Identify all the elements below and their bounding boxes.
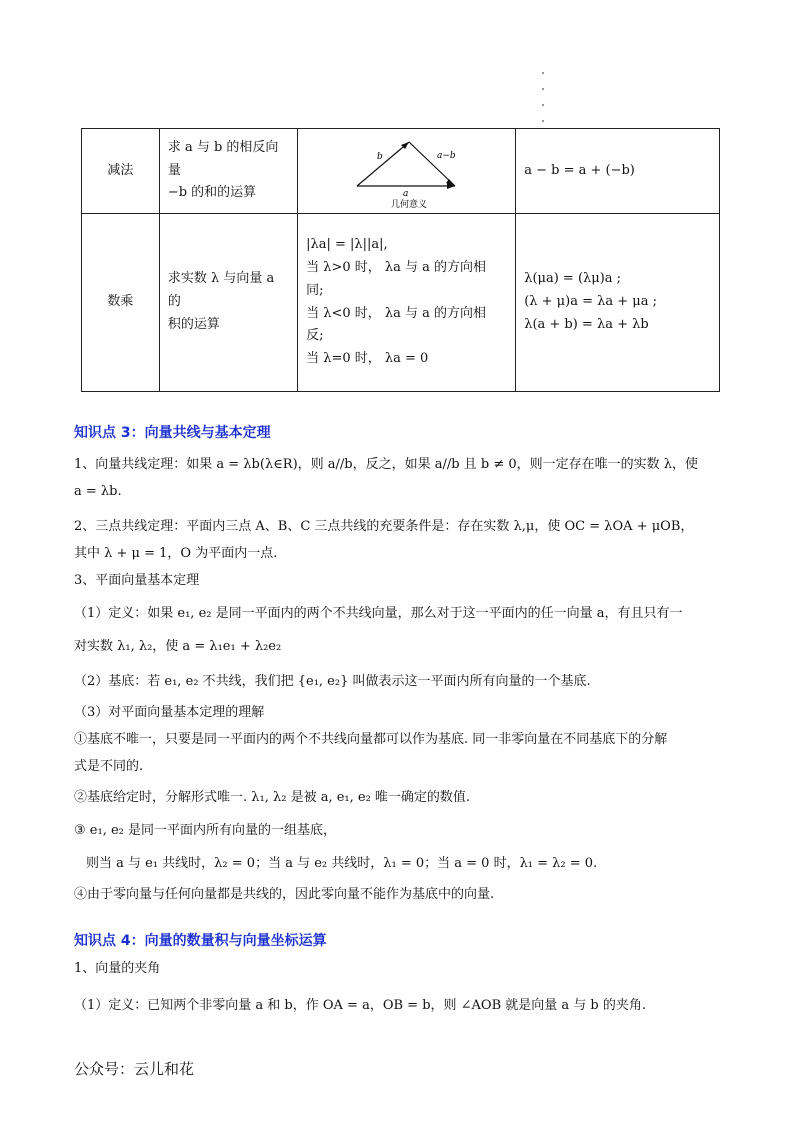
table-row-scalar-mult <box>82 214 720 392</box>
three-point-theorem-line1: 2、三点共线定理：平面内三点 A、B、C 三点共线的充要条件是：存在实数 λ,μ，使 OC = λOA + μOB， <box>74 519 694 534</box>
op-desc-scalar-mult <box>159 214 297 392</box>
basis-definition: （2）基底：若 e₁, e₂ 不共线，我们把 {e₁, e₂} 叫做表示这一平面内所有向量的一个基底. <box>74 674 591 689</box>
vector-triangle-diagram <box>347 134 467 209</box>
meaning-line: 当 λ=0 时， λa = 0 <box>306 351 429 366</box>
figure-caption: 几何意义 <box>390 199 427 209</box>
comment-2: ②基底给定时，分解形式唯一. λ₁, λ₂ 是被 a, e₁, e₂ 唯一确定的数值. <box>74 790 471 805</box>
desc-line: 求 a 与 b 的相反向量 <box>167 139 279 178</box>
label-b: b <box>376 151 383 162</box>
section-heading-3: 知识点 3：向量共线与基本定理 <box>74 425 271 441</box>
understanding-title: （3）对平面向量基本定理的理解 <box>74 705 265 720</box>
meaning-line: 同; <box>306 282 324 298</box>
op-rule-scalar-mult <box>516 214 720 392</box>
desc-line: 积的运算 <box>167 316 220 332</box>
comment-3-line1: ③ e₁, e₂ 是同一平面内所有向量的一组基底， <box>74 823 336 838</box>
meaning-line: 反; <box>306 328 324 344</box>
section-heading-4: 知识点 4：向量的数量积与向量坐标运算 <box>74 933 327 949</box>
decorative-dots <box>542 72 546 136</box>
vector-operations-table <box>81 128 720 392</box>
angle-title: 1、向量的夹角 <box>74 961 161 976</box>
angle-definition: （1）定义：已知两个非零向量 a 和 b，作 OA = a，OB = b，则 ∠AOB 就是向量 a 与 b 的夹角. <box>74 998 647 1013</box>
label-a: a <box>402 188 409 199</box>
comment-3-line2: 则当 a 与 e₁ 共线时，λ₂ = 0；当 a 与 e₂ 共线时，λ₁ = 0；当 a = 0 时，λ₁ = λ₂ = 0. <box>86 856 598 871</box>
comment-1-line2: 式是不同的. <box>74 759 144 774</box>
meaning-line: 当 λ>0 时， λa 与 a 的方向相 <box>306 260 487 275</box>
footer-account: 公众号：云儿和花 <box>74 1060 195 1078</box>
rule-line: λ(a + b) = λa + λb <box>524 316 649 332</box>
rule-line: λ(μa) = (λμ)a ; <box>524 271 622 287</box>
op-name-subtraction: 减法 <box>82 129 160 214</box>
rule-line: (λ + μ)a = λa + μa ; <box>524 294 657 310</box>
comment-4: ④由于零向量与任何向量都是共线的，因此零向量不能作为基底中的向量. <box>74 887 495 902</box>
op-name-scalar-mult: 数乘 <box>82 214 160 392</box>
vector-amb-line <box>409 142 455 186</box>
meaning-line: |λa| = |λ||a|, <box>306 237 388 253</box>
op-rule-subtraction: a − b = a + (−b) <box>516 129 720 214</box>
desc-line: 求实数 λ 与向量 a 的 <box>167 271 275 310</box>
collinear-theorem-line2: a = λb. <box>74 484 122 499</box>
desc-line: −b 的和的运算 <box>167 185 257 201</box>
op-desc-subtraction <box>159 129 297 214</box>
three-point-theorem-line2: 其中 λ + μ = 1，O 为平面内一点. <box>74 546 278 561</box>
comment-1-line1: ①基底不唯一，只要是同一平面内的两个不共线向量都可以作为基底. 同一非零向量在不同基底下的分解 <box>74 732 668 747</box>
collinear-theorem-line1: 1、向量共线定理：如果 a = λb(λ∈R)，则 a//b，反之，如果 a//b 且 b ≠ 0，则一定存在唯一的实数 λ，使 <box>74 457 698 472</box>
table-row-subtraction <box>82 129 720 214</box>
op-figure-subtraction <box>298 129 516 214</box>
meaning-line: 当 λ<0 时， λa 与 a 的方向相 <box>306 305 487 321</box>
op-meaning-scalar-mult <box>298 214 516 392</box>
basic-theorem-title: 3、平面向量基本定理 <box>74 573 200 588</box>
definition-line1: （1）定义：如果 e₁, e₂ 是同一平面内的两个不共线向量，那么对于这一平面内的任一向量 a，有且只有一 <box>74 606 683 621</box>
vector-b-line <box>357 142 409 186</box>
main-content <box>74 420 726 1019</box>
definition-line2: 对实数 λ₁, λ₂，使 a = λ₁e₁ + λ₂e₂ <box>74 639 282 654</box>
label-amb: a−b <box>436 150 456 161</box>
